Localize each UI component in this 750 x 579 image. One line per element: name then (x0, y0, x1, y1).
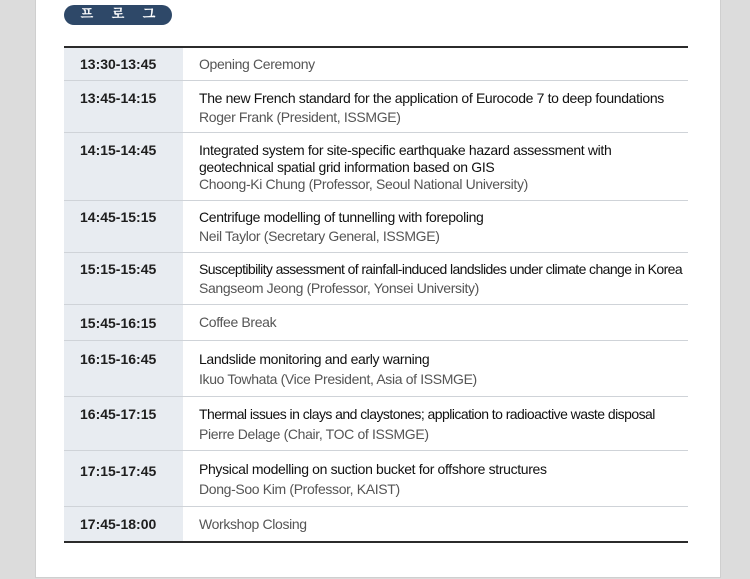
session-speaker: Dong-Soo Kim (Professor, KAIST) (199, 481, 400, 497)
session-content (183, 341, 688, 396)
session-content (183, 81, 688, 132)
session-title: Physical modelling on suction bucket for offshore structures (199, 461, 547, 477)
session-title: The new French standard for the application of Eurocode 7 to deep foundations (199, 90, 664, 106)
session-time: 17:45-18:00 (64, 507, 183, 541)
session-time: 15:45-16:15 (64, 305, 183, 340)
table-row (64, 341, 688, 397)
session-speaker: Roger Frank (President, ISSMGE) (199, 109, 401, 125)
program-card (35, 0, 721, 578)
session-time: 15:15-15:45 (64, 253, 183, 304)
session-title: Centrifuge modelling of tunnelling with forepoling (199, 209, 484, 225)
session-time: 16:45-17:15 (64, 397, 183, 450)
session-content (183, 253, 688, 304)
table-row (64, 305, 688, 341)
session-time: 13:45-14:15 (64, 81, 183, 132)
session-speaker: Sangseom Jeong (Professor, Yonsei University) (199, 280, 479, 296)
table-row (64, 201, 688, 253)
session-title: Thermal issues in clays and claystones; application to radioactive waste disposal (199, 406, 655, 422)
session-speaker: Choong-Ki Chung (Professor, Seoul National University) (199, 176, 528, 192)
session-time: 13:30-13:45 (64, 48, 183, 80)
session-content (183, 451, 688, 506)
table-row (64, 133, 688, 201)
session-content (183, 133, 688, 200)
session-time: 14:45-15:15 (64, 201, 183, 252)
session-content (183, 507, 688, 541)
session-content (183, 305, 688, 340)
session-content (183, 397, 688, 450)
session-speaker: Pierre Delage (Chair, TOC of ISSMGE) (199, 426, 429, 442)
session-title: Susceptibility assessment of rainfall-induced landslides under climate change in Korea (199, 261, 683, 277)
session-title: Workshop Closing (199, 515, 307, 532)
table-row (64, 507, 688, 541)
table-row (64, 253, 688, 305)
session-content (183, 48, 688, 80)
session-time: 16:15-16:45 (64, 341, 183, 396)
session-title: Landslide monitoring and early warning (199, 351, 430, 367)
session-title: Coffee Break (199, 314, 277, 330)
program-table (64, 46, 688, 543)
session-time: 17:15-17:45 (64, 451, 183, 506)
session-speaker: Ikuo Towhata (Vice President, Asia of ISSMGE) (199, 371, 477, 387)
table-row (64, 397, 688, 451)
session-title: Integrated system for site-specific earthquake hazard assessment with (199, 142, 612, 158)
session-speaker: Neil Taylor (Secretary General, ISSMGE) (199, 228, 440, 244)
program-badge: 프 로 그 램 (64, 5, 172, 25)
session-time: 14:15-14:45 (64, 133, 183, 200)
session-content (183, 201, 688, 252)
session-title: Opening Ceremony (199, 55, 315, 72)
table-row (64, 81, 688, 133)
table-row (64, 451, 688, 507)
session-title-line2: geotechnical spatial grid information based on GIS (199, 159, 495, 175)
table-row (64, 48, 688, 81)
